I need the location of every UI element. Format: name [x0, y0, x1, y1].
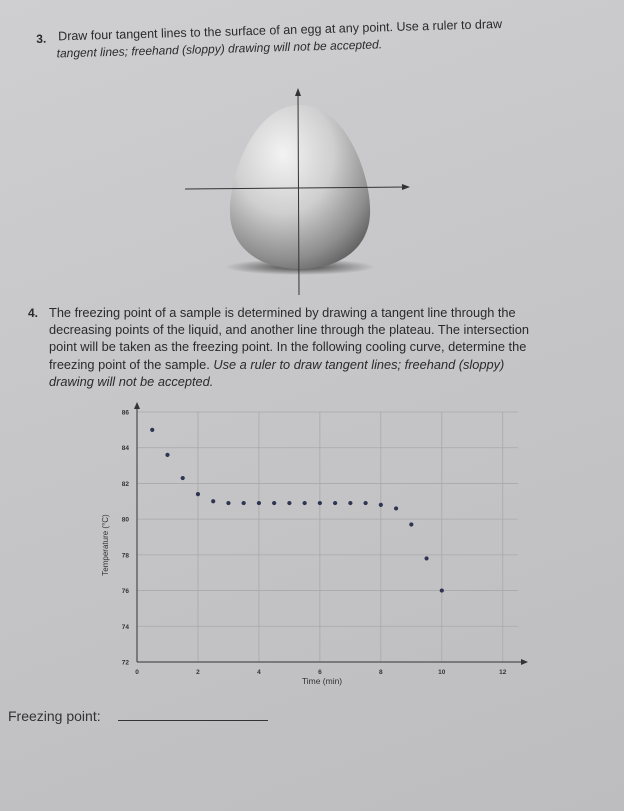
question-4-line-5: drawing will not be accepted. [49, 373, 214, 389]
y-axis-label: Temperature (°C) [101, 514, 110, 576]
question-4-line-1: The freezing point of a sample is determined by drawing a tangent line through the [49, 305, 516, 320]
freezing-point-answer-line[interactable] [118, 720, 268, 721]
data-point-19 [440, 588, 444, 592]
y-tick-label-80: 80 [121, 516, 129, 524]
y-tick-label-76: 76 [121, 588, 129, 596]
data-point-7 [257, 501, 261, 505]
question-4-line-4 [49, 356, 529, 373]
question-3-line-2: tangent lines; freehand (sloppy) drawing will not be accepted. [56, 37, 383, 61]
cooling-curve-chart [90, 400, 530, 700]
y-tick-label-82: 82 [121, 480, 129, 488]
question-3-number: 3. [36, 31, 47, 46]
data-point-15 [379, 503, 383, 507]
data-point-1 [165, 453, 169, 457]
y-tick-label-86: 86 [121, 409, 129, 417]
data-point-12 [333, 501, 337, 505]
data-point-2 [181, 476, 185, 480]
data-point-10 [303, 501, 307, 505]
question-4-number: 4. [28, 306, 39, 320]
question-4-line-3: point will be taken as the freezing point. In the following cooling curve, determine the [49, 339, 527, 355]
vertical-axis-arrow [295, 88, 301, 96]
x-tick-label-12: 12 [499, 669, 507, 676]
question-4-line-4-italic: Use a ruler to draw tangent lines; freehand (sloppy) [213, 356, 505, 372]
egg-svg [180, 85, 420, 300]
freezing-point-label: Freezing point: [8, 708, 101, 724]
data-point-16 [394, 506, 398, 510]
question-4-line-4-plain: freezing point of the sample. [49, 356, 214, 372]
data-point-3 [196, 492, 200, 496]
horizontal-axis-arrow [402, 184, 410, 190]
y-tick-label-84: 84 [121, 445, 129, 453]
data-point-17 [409, 522, 413, 526]
y-tick-label-78: 78 [121, 552, 129, 560]
x-tick-label-2: 2 [196, 669, 200, 676]
data-point-11 [318, 501, 322, 505]
data-point-14 [364, 501, 368, 505]
data-point-18 [424, 556, 428, 560]
x-tick-label-10: 10 [438, 669, 446, 676]
data-point-8 [272, 501, 276, 505]
egg-figure [180, 85, 420, 300]
x-axis-arrow [521, 659, 528, 665]
y-axis-arrow [134, 402, 140, 409]
x-axis-label: Time (min) [301, 676, 343, 686]
y-tick-label-72: 72 [121, 659, 129, 667]
data-point-9 [287, 501, 291, 505]
chart-svg [90, 400, 530, 700]
egg-shape [230, 105, 370, 269]
x-tick-label-6: 6 [318, 669, 322, 676]
data-point-5 [226, 501, 230, 505]
question-3-line-1: Draw four tangent lines to the surface of an egg at any point. Use a ruler to draw [57, 16, 503, 44]
question-4-line-2: decreasing points of the liquid, and another line through the plateau. The intersection [49, 322, 529, 338]
x-tick-label-0: 0 [135, 669, 139, 676]
data-point-4 [211, 499, 215, 503]
y-tick-label-74: 74 [121, 623, 129, 631]
x-tick-label-8: 8 [379, 669, 383, 676]
data-point-0 [150, 428, 154, 432]
data-point-6 [242, 501, 246, 505]
data-point-13 [348, 501, 352, 505]
question-4-text [49, 304, 529, 390]
question-3 [36, 15, 556, 61]
x-tick-label-4: 4 [257, 669, 261, 676]
